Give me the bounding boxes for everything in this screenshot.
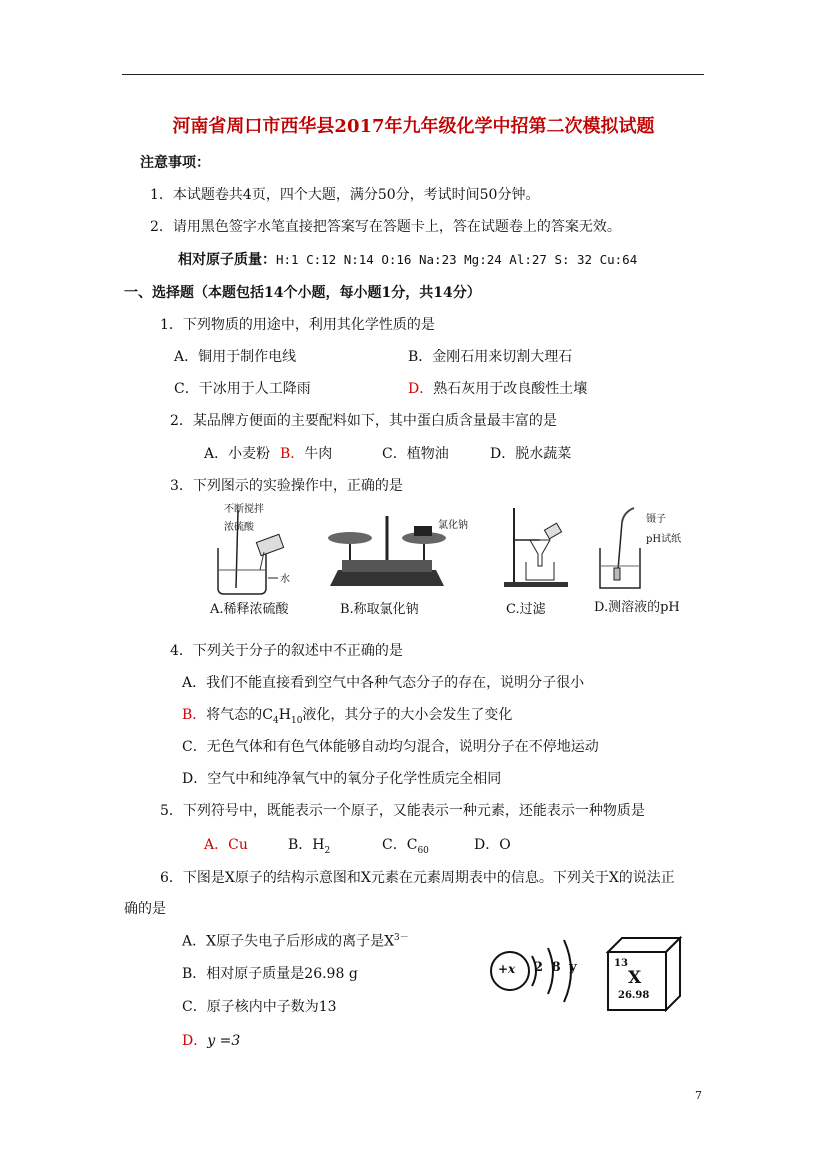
q2-answer-letter: B．	[280, 446, 305, 462]
q4-option-a: A．我们不能直接看到空气中各种气态分子的存在，说明分子很小	[182, 675, 585, 691]
q5-c-sub: 60	[417, 845, 429, 856]
element-symbol: X	[628, 968, 642, 988]
q6-a-text: A．X原子失电子后形成的离子是X	[182, 933, 395, 950]
section-heading: 一、选择题（本题包括14个小题，每小题1分，共14分）	[124, 285, 481, 301]
q2-stem: 2．某品牌方便面的主要配料如下，其中蛋白质含量最丰富的是	[170, 413, 557, 429]
q5-option-c	[382, 834, 429, 856]
fig-weigh-nacl	[322, 508, 482, 618]
q3-stem: 3．下列图示的实验操作中，正确的是	[170, 478, 403, 494]
fig-a-label-stir: 不断搅拌	[224, 504, 264, 515]
page-title: 河南省周口市西华县2017年九年级化学中招第二次模拟试题	[172, 116, 655, 137]
q4-b-sub-2: 10	[290, 715, 303, 726]
note-1: 1．本试题卷共4页，四个大题，满分50分，考试时间50分钟。	[150, 187, 540, 203]
q4-option-d: D．空气中和纯净氧气中的氧分子化学性质完全相同	[182, 771, 502, 787]
q5-stem: 5．下列符号中，既能表示一个原子，又能表示一种元素，还能表示一种物质是	[160, 803, 645, 819]
q6-answer-letter: D．	[182, 1033, 208, 1049]
fig-b-label-nacl: 氯化钠	[438, 520, 468, 531]
q4-answer-letter: B．	[182, 707, 207, 723]
q2-option-a: A．小麦粉	[204, 446, 271, 462]
q2-option-c: C．植物油	[382, 446, 449, 462]
fig-d-caption: D.测溶液的pH	[594, 600, 680, 615]
q4-b-text-1: 将气态的C	[206, 707, 274, 723]
atomic-mass-values: H:1 C:12 N:14 O:16 Na:23 Mg:24 Al:27 S: 32 Cu:64	[276, 252, 638, 267]
q6-stem-line2: 确的是	[124, 901, 166, 917]
fig-c-caption: C.过滤	[506, 602, 546, 617]
q5-c-text: C．C	[382, 837, 418, 853]
fig-filtration	[500, 500, 580, 618]
fig-measure-ph	[594, 504, 704, 618]
q4-stem: 4．下列关于分子的叙述中不正确的是	[170, 643, 403, 659]
q1-option-c: C．干冰用于人工降雨	[174, 381, 311, 397]
q1-stem: 1．下列物质的用途中，利用其化学性质的是	[160, 317, 435, 333]
fig-a-caption: A.稀释浓硫酸	[210, 602, 289, 617]
element-atomic-number: 13	[614, 958, 628, 969]
q6-option-c: C．原子核内中子数为13	[182, 999, 337, 1015]
q4-option-c: C．无色气体和有色气体能够自动均匀混合，说明分子在不停地运动	[182, 739, 599, 755]
q6-option-d	[182, 1030, 240, 1050]
q5-b-text: B．H	[288, 837, 325, 853]
q1-option-d	[408, 378, 587, 398]
q5-option-a: A．Cu	[204, 837, 248, 853]
atomic-mass-label: 相对原子质量：	[178, 252, 276, 268]
q5-b-sub: 2	[324, 845, 331, 856]
atom-nucleus-label: +x	[498, 962, 516, 976]
q2-option-b	[280, 443, 332, 463]
fig-d-label-ph-paper: pH试纸	[646, 534, 682, 545]
q6-option-a	[182, 930, 409, 951]
element-atomic-mass: 26.98	[618, 990, 650, 1001]
q5-option-d: D．O	[474, 837, 511, 853]
notes-heading: 注意事项：	[140, 155, 210, 171]
filtration-illustration	[500, 500, 580, 590]
page-number: 7	[695, 1089, 702, 1102]
header-rule	[122, 74, 704, 75]
q1-option-a: A．铜用于制作电线	[174, 349, 297, 365]
q4-b-sub-1: 4	[273, 715, 279, 726]
periodic-table-cell	[604, 934, 684, 1012]
q5-option-b	[288, 834, 330, 856]
q6-a-sup: 3－	[394, 933, 409, 943]
atomic-mass-line	[178, 249, 637, 269]
q6-stem-line1: 6．下图是X原子的结构示意图和X元素在元素周期表中的信息。下列关于X的说法正	[160, 870, 675, 886]
atom-shell-electrons: 2 8 y	[534, 960, 579, 975]
atom-structure-diagram	[488, 936, 588, 1006]
q2-option-b-text: 牛肉	[304, 446, 333, 462]
q6-option-d-text: y =3	[207, 1033, 241, 1049]
fig-a-label-water: 水	[280, 574, 290, 585]
fig-dilute-acid	[198, 500, 308, 618]
fig-a-label-acid: 浓硫酸	[224, 522, 254, 533]
fig-d-label-tweezers: 镊子	[646, 514, 666, 525]
q4-b-text-3: 液化，其分子的大小会发生了变化	[302, 707, 513, 723]
q1-answer-letter: D．	[408, 381, 434, 397]
note-2: 2．请用黑色签字水笔直接把答案写在答题卡上，答在试题卷上的答案无效。	[150, 219, 621, 235]
q1-option-b: B．金刚石用来切割大理石	[408, 349, 573, 365]
fig-b-caption: B.称取氯化钠	[340, 602, 419, 617]
balance-scale-illustration	[322, 508, 452, 593]
q4-option-b	[182, 704, 512, 726]
q4-b-text-2: H	[278, 707, 291, 723]
q2-option-d: D．脱水蔬菜	[490, 446, 572, 462]
q6-option-b: B．相对原子质量是26.98 g	[182, 966, 358, 982]
q1-option-d-text: 熟石灰用于改良酸性土壤	[433, 381, 588, 397]
